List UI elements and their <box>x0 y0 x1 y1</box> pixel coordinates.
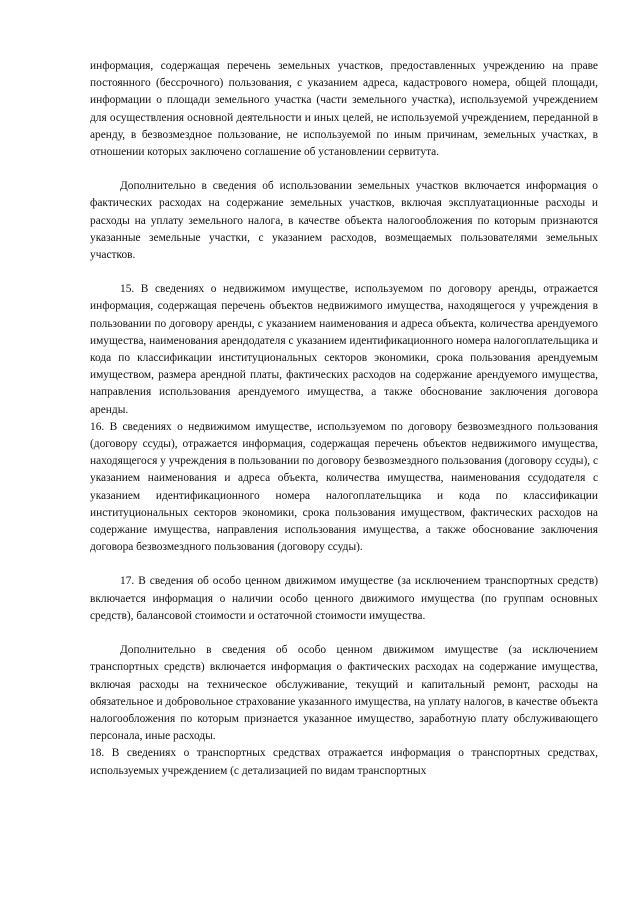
paragraph-land-plots-list: информация, содержащая перечень земельных участков, предоставленных учреждению на праве постоянного (бессрочного) пользования, с указанием адреса, кадастрового номера, общей площади, информации о площади земельного участка (части земельного участка), используемой учреждением для осуществления основной деятельности и иных целей, не используемой учреждением, переданной в аренду, в безвозмездное пользование, не используемой по иным причинам, земельных участках, в отношении которых заключено соглашение об установлении сервитута. <box>90 60 598 159</box>
paragraph-item-18-vehicles: 18. В сведениях о транспортных средствах отражается информация о транспортных средствах, используемых учреждением (с детализацией по видам транспортных <box>90 747 598 777</box>
paragraph-item-17-movable-property: 17. В сведения об особо ценном движимом имуществе (за исключением транспортных средств) включается информация о наличии особо ценного движимого имущества (по группам основных средств), балансовой стоимости и остаточной стоимости имущества. <box>90 575 598 622</box>
paragraph-item-15-lease: 15. В сведениях о недвижимом имуществе, используемом по договору аренды, отражается информация, содержащая перечень объектов недвижимого имущества, находящегося у учреждения в пользовании по договору аренды, с указанием наименования и адреса объекта, количества арендуемого имущества, наименования арендодателя с указанием идентификационного номера налогоплательщика и кода по классификации институциональных секторов экономики, срока пользования арендуемым имуществом, размера арендной платы, фактических расходов на содержание арендуемого имущества, направления использования арендуемого имущества, а также обоснование заключения договора аренды. <box>90 283 598 416</box>
paragraph-item-16-free-use: 16. В сведениях о недвижимом имуществе, используемом по договору безвозмездного пользования (договору ссуды), отражается информация, содержащая перечень объектов недвижимого имущества, находящегося у учреждения в пользовании по договору безвозмездного пользования (договору ссуды), с указанием наименования и адреса объекта, количества имущества, наименования ссудодателя с указанием идентификационного номера налогоплательщика и кода по классификации институциональных секторов экономики, срока пользования имуществом, фактических расходов на содержание имущества, направления использования имущества, а также обоснование заключения договора безвозмездного пользования (договору ссуды). <box>90 420 598 554</box>
paragraph-land-plots-expenses: Дополнительно в сведения об использовании земельных участков включается информация о фактических расходах на содержание земельных участков, включая эксплуатационные расходы и расходы на уплату земельного налога, в качестве объекта налогообложения по которым признаются указанные земельные участки, с указанием расходов, возмещаемых пользователями земельных участков. <box>90 180 598 262</box>
paragraph-movable-property-expenses: Дополнительно в сведения об особо ценном движимом имуществе (за исключением транспортных средств) включается информация о фактических расходах на содержание имущества, включая расходы на техническое обслуживание, текущий и капитальный ремонт, расходы на обязательное и добровольное страхование указанного имущества, на уплату налогов, в качестве объекта налогообложения по которым признается указанное имущество, заработную плату обслуживающего персонала, иные расходы. <box>90 644 598 743</box>
